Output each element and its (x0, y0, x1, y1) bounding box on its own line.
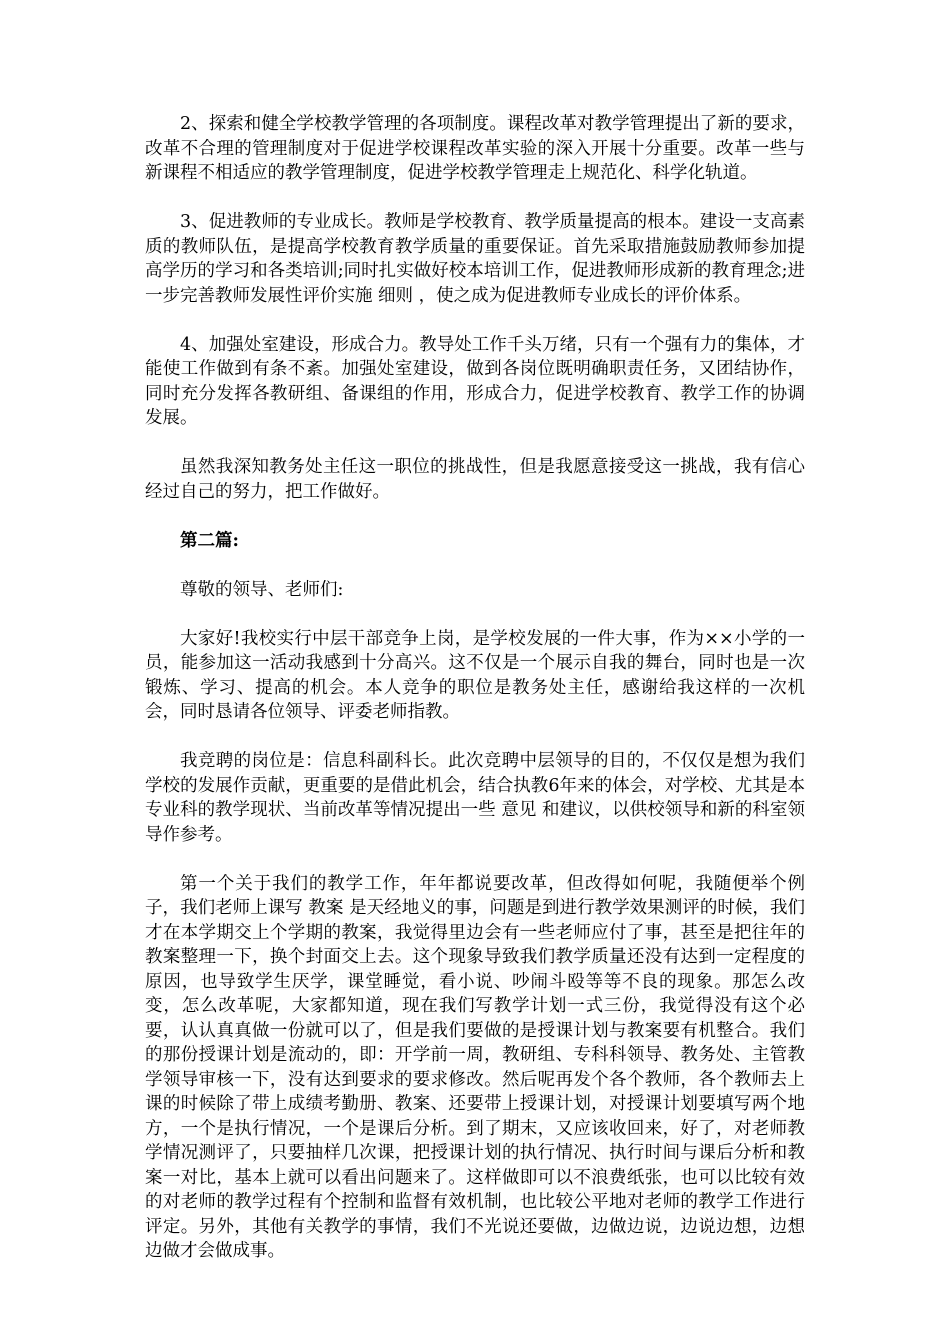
salutation: 尊敬的领导、老师们: (180, 579, 344, 600)
paragraph: 虽然我深知教务处主任这一职位的挑战性，但是我愿意接受这一挑战，我有信心经过自己的努力，把工作做好。 (145, 457, 805, 502)
paragraph: 3、促进教师的专业成长。教师是学校教育、教学质量提高的根本。建设一支高素质的教师队伍，是提高学校教育教学质量的重要保证。首先采取措施鼓励教师参加提高学历的学习和各类培训;同时扎实做好校本培训工作，促进教师形成新的教育理念;进一步完善教师发展性评价实施 细则 ，使之成为促进教师专业成长的评价体系。 (145, 212, 805, 306)
paragraph: 4、加强处室建设，形成合力。教导处工作千头万绪，只有一个强有力的集体，才能使工作做到有条不紊。加强处室建设，做到各岗位既明确职责任务，又团结协作，同时充分发挥各教研组、备课组的作用，形成合力，促进学校教育、教学工作的协调发展。 (145, 334, 805, 428)
paragraph: 大家好!我校实行中层干部竞争上岗，是学校发展的一件大事，作为××小学的一员，能参加这一活动我感到十分高兴。这不仅是一个展示自我的舞台，同时也是一次锻炼、学习、提高的机会。本人竞争的职位是教务处主任，感谢给我这样的一次机会，同时恳请各位领导、评委老师指教。 (145, 628, 805, 722)
section-heading: 第二篇: (180, 530, 239, 551)
paragraph: 我竞聘的岗位是：信息科副科长。此次竞聘中层领导的目的，不仅仅是想为我们学校的发展作贡献，更重要的是借此机会，结合执教6年来的体会，对学校、尤其是本专业科的教学现状、当前改革等情况提出一些 意见 和建议，以供校领导和新的科室领导作参考。 (145, 751, 805, 845)
paragraph: 第一个关于我们的教学工作，年年都说要改革，但改得如何呢，我随便举个例子，我们老师上课写 教案 是天经地义的事，问题是到进行教学效果测评的时候，我们才在本学期交上个学期的教案，我觉得里边会有一些老师应付了事，甚至是把往年的教案整理一下，换个封面交上去。这个现象导致我们教学质量还没有达到一定程度的原因，也导致学生厌学，课堂睡觉，看小说、吵闹斗殴等等不良的现象。那怎么改变，怎么改革呢，大家都知道，现在我们写教学计划一式三份，我觉得没有这个必要，认认真真做一份就可以了，但是我们要做的是授课计划与教案要有机整合。我们的那份授课计划是流动的，即：开学前一周，教研组、专科科领导、教务处、主管教学领导审核一下，没有达到要求的要求修改。然后呢再发个各个教师，各个教师去上课的时候除了带上成绩考勤册、教案、还要带上授课计划，对授课计划要填写两个地方，一个是执行情况，一个是课后分析。到了期末，又应该收回来，好了，对老师教学情况测评了，只要抽样几次课，把授课计划的执行情况、执行时间与课后分析和教案一对比，基本上就可以看出问题来了。这样做即可以不浪费纸张，也可以比较有效的对老师的教学过程有个控制和监督有效机制，也比较公平地对老师的教学工作进行评定。另外，其他有关教学的事情，我们不光说还要做，边做边说，边说边想，边想边做才会做成事。 (145, 873, 805, 1261)
paragraph: 2、探索和健全学校教学管理的各项制度。课程改革对教学管理提出了新的要求，改革不合理的管理制度对于促进学校课程改革实验的深入开展十分重要。改革一些与新课程不相适应的教学管理制度，促进学校教学管理走上规范化、科学化轨道。 (145, 114, 805, 183)
document-page (145, 112, 805, 1264)
